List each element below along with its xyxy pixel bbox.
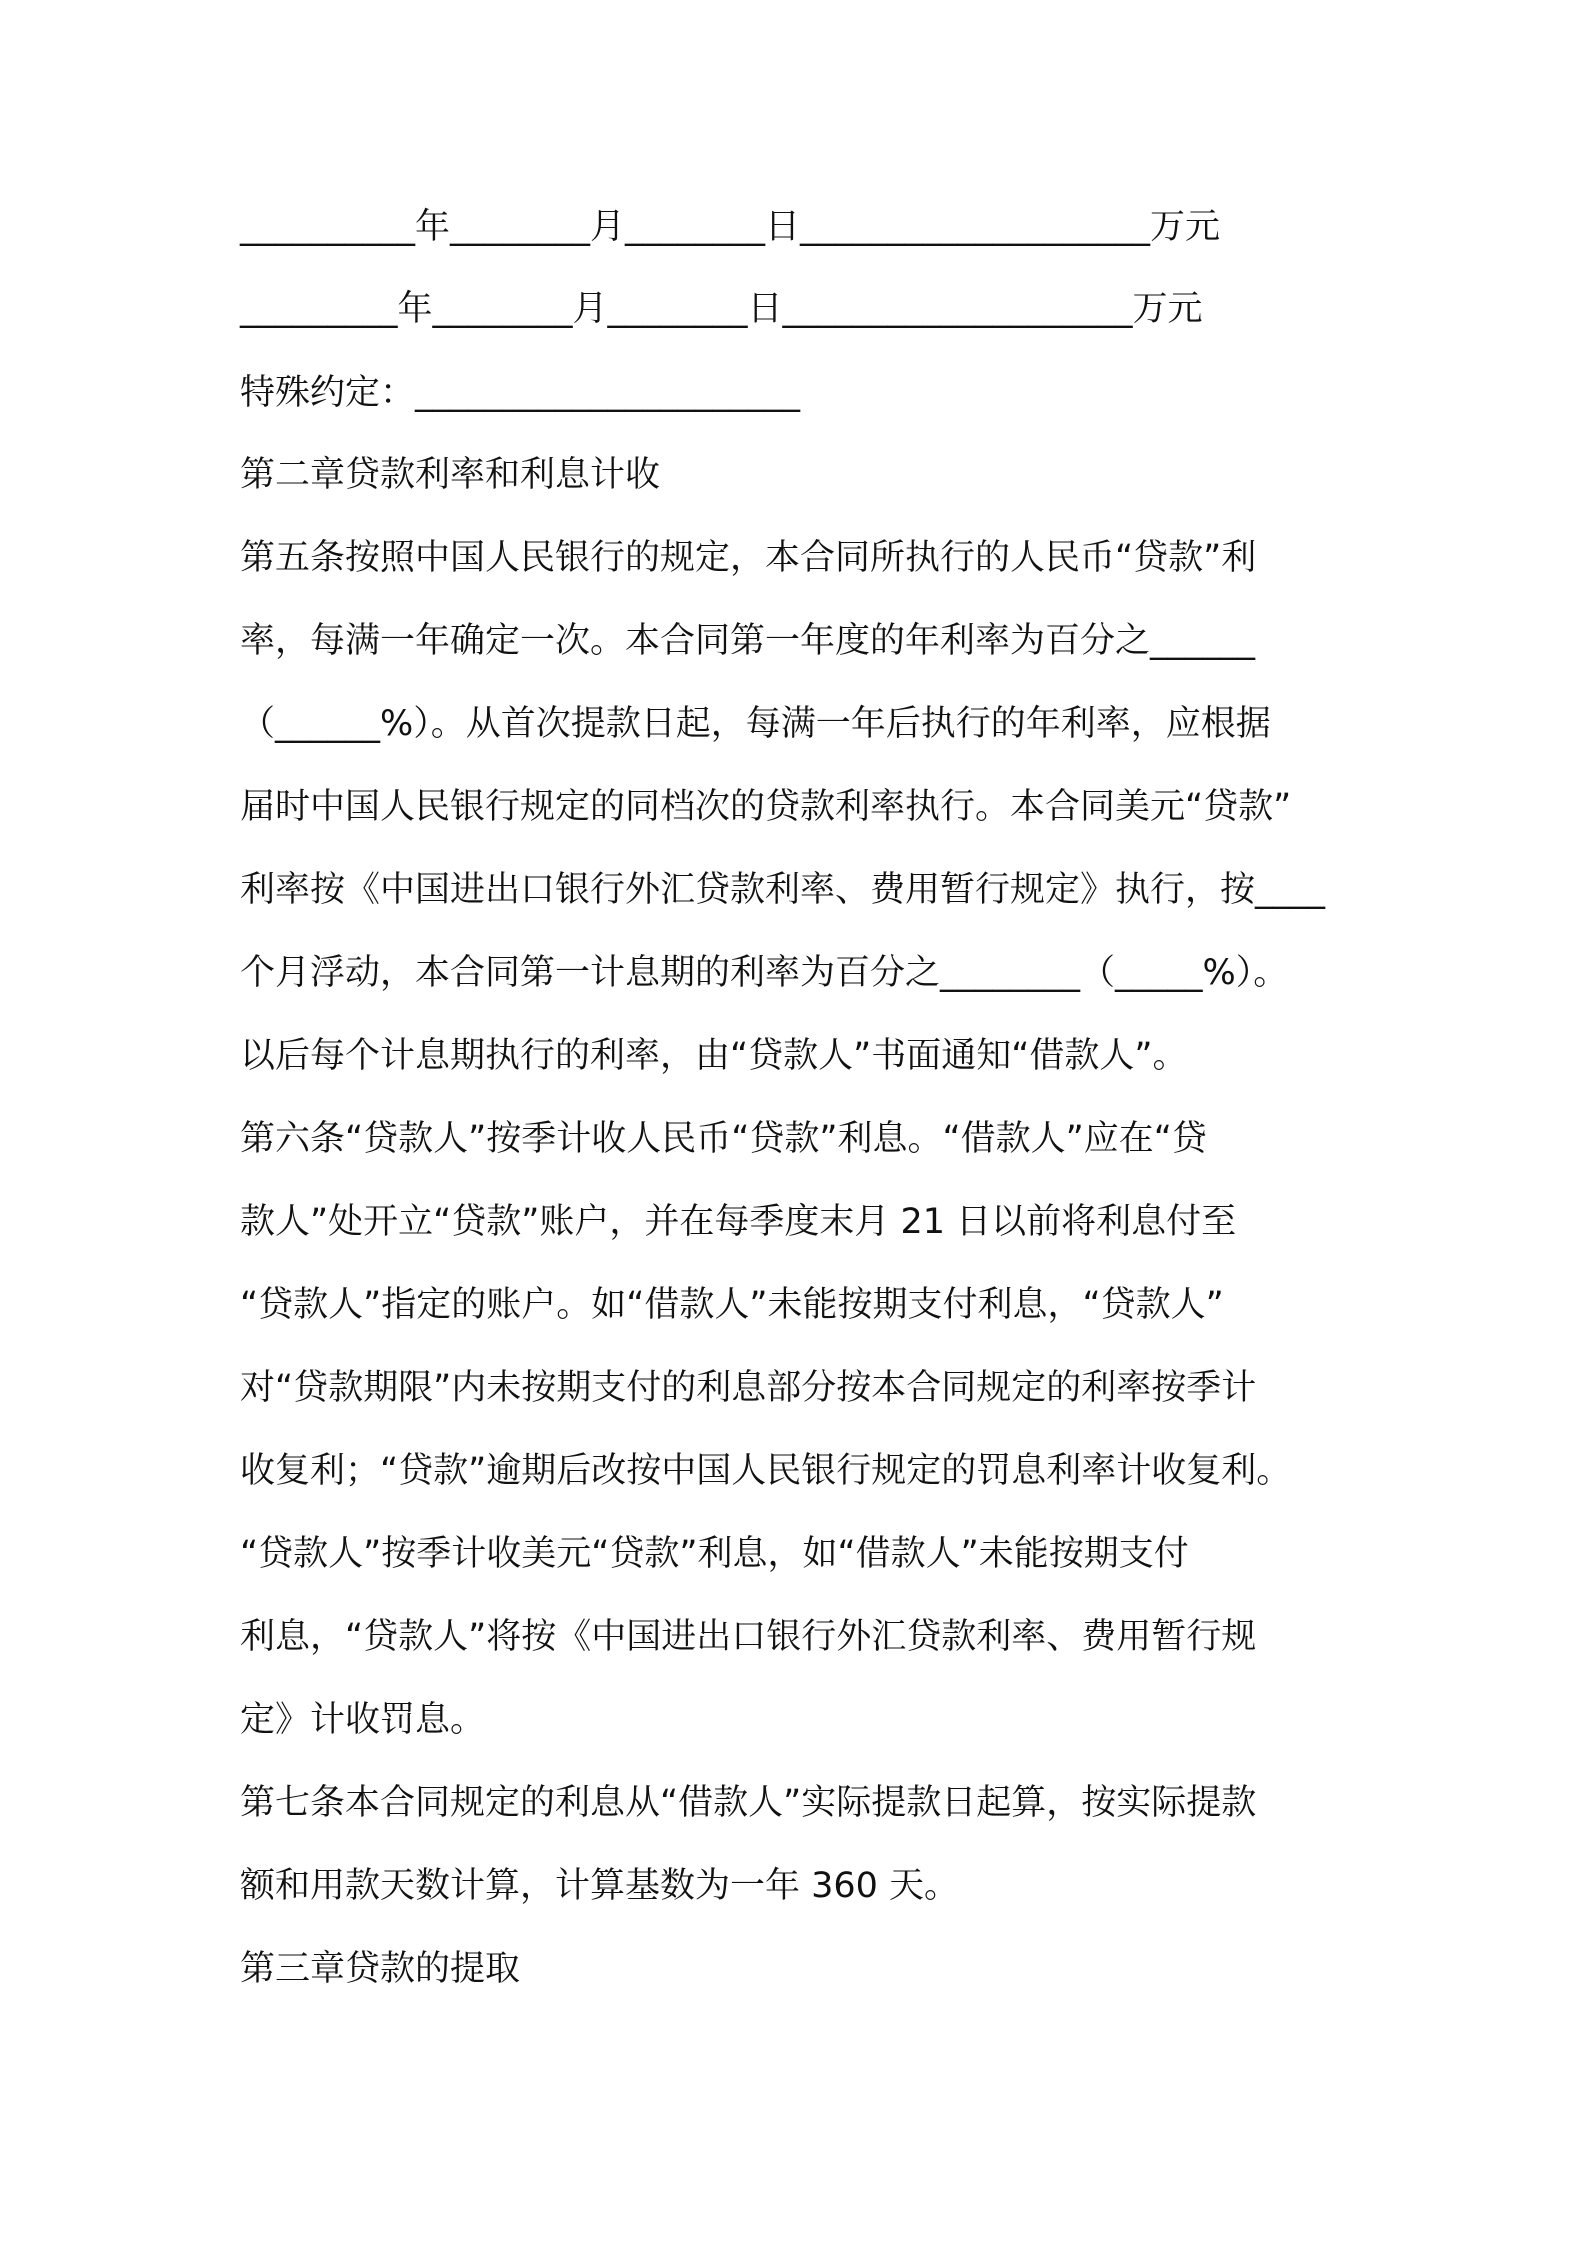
article-5-line-5: 利率按《中国进出口银行外汇贷款利率、费用暂行规定》执行，按____	[240, 870, 1326, 910]
article-6-line-7: 利息，“贷款人”将按《中国进出口银行外汇贷款利率、费用暂行规	[240, 1617, 1257, 1657]
date-amount-line-2: _________年________月________日____________________万元	[240, 289, 1203, 329]
chapter-heading-2: 第二章贷款利率和利息计收	[240, 455, 661, 495]
article-5-line-4: 届时中国人民银行规定的同档次的贷款利率执行。本合同美元“贷款”	[240, 787, 1292, 827]
article-5-line-2: 率，每满一年确定一次。本合同第一年度的年利率为百分之______	[240, 621, 1256, 661]
article-6-line-3: “贷款人”指定的账户。如“借款人”未能按期支付利息，“贷款人”	[240, 1285, 1224, 1325]
article-6-line-4: 对“贷款期限”内未按期支付的利息部分按本合同规定的利率按季计	[240, 1368, 1257, 1408]
article-7-line-2: 额和用款天数计算，计算基数为一年 360 天。	[240, 1866, 960, 1906]
article-6-line-6: “贷款人”按季计收美元“贷款”利息，如“借款人”未能按期支付	[240, 1534, 1189, 1574]
article-5-line-3: （______%）。从首次提款日起，每满一年后执行的年利率，应根据	[240, 704, 1271, 744]
article-6-line-5: 收复利；“贷款”逾期后改按中国人民银行规定的罚息利率计收复利。	[240, 1451, 1292, 1491]
date-amount-line-1: __________年________月________日____________________万元	[240, 207, 1221, 247]
article-5-line-1: 第五条按照中国人民银行的规定，本合同所执行的人民币“贷款”利	[240, 538, 1257, 578]
article-5-line-6: 个月浮动，本合同第一计息期的利率为百分之________（_____%）。	[240, 953, 1289, 993]
article-5-line-7: 以后每个计息期执行的利率，由“贷款人”书面通知“借款人”。	[240, 1036, 1188, 1076]
article-6-line-8: 定》计收罚息。	[240, 1700, 486, 1740]
article-7-line-1: 第七条本合同规定的利息从“借款人”实际提款日起算，按实际提款	[240, 1783, 1257, 1823]
article-6-line-1: 第六条“贷款人”按季计收人民币“贷款”利息。“借款人”应在“贷	[240, 1119, 1207, 1159]
article-6-line-2: 款人”处开立“贷款”账户，并在每季度末月 21 日以前将利息付至	[240, 1202, 1237, 1242]
special-agreement-line: 特殊约定：______________________	[240, 373, 801, 413]
chapter-heading-3: 第三章贷款的提取	[240, 1949, 521, 1989]
